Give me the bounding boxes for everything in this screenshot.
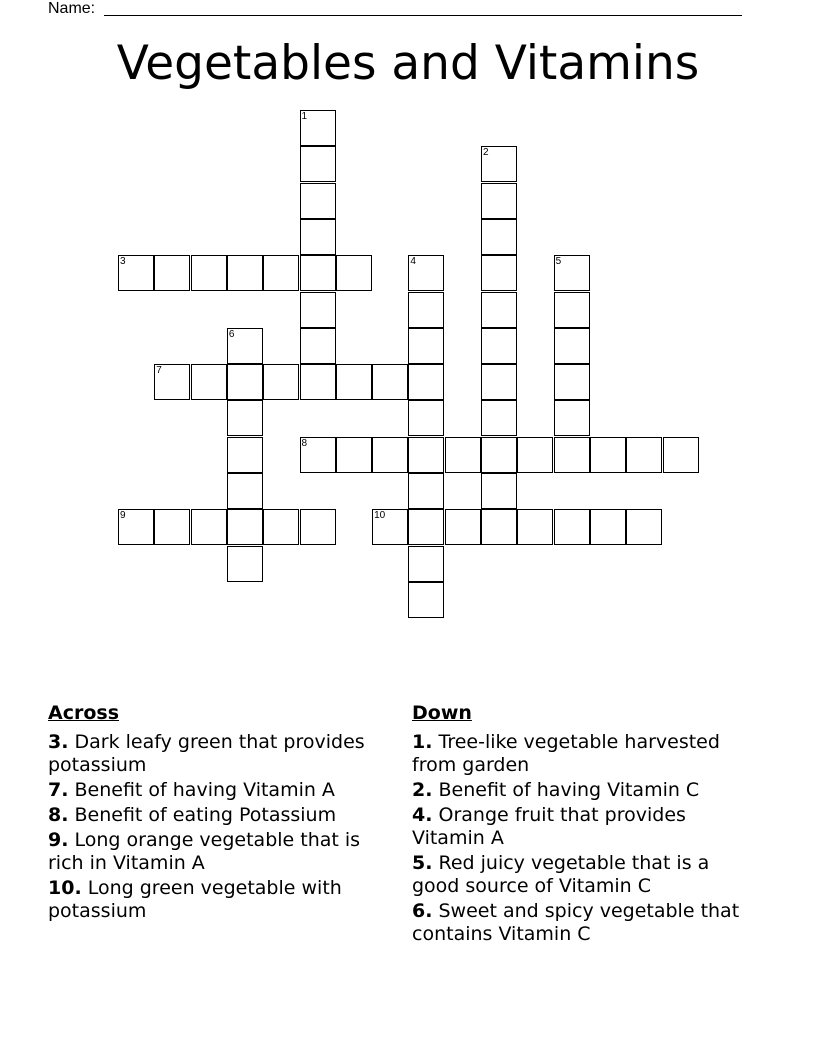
grid-cell[interactable] <box>481 437 517 473</box>
grid-cell[interactable] <box>517 509 553 545</box>
grid-cell[interactable] <box>481 219 517 255</box>
grid-cell[interactable] <box>554 292 590 328</box>
across-clue <box>48 731 383 777</box>
down-clue <box>412 804 757 850</box>
grid-cell[interactable] <box>300 437 336 473</box>
across-heading: Across <box>48 702 120 724</box>
clue-number: 9. <box>48 829 69 851</box>
grid-cell[interactable] <box>227 437 263 473</box>
clue-start-number: 7 <box>156 365 162 377</box>
grid-cell[interactable] <box>300 328 336 364</box>
clue-start-number: 8 <box>301 437 308 449</box>
clue-start-number: 1 <box>301 111 308 122</box>
grid-cell[interactable] <box>626 437 662 473</box>
grid-cell[interactable] <box>227 328 263 364</box>
grid-cell[interactable] <box>408 546 444 582</box>
grid-cell[interactable] <box>227 400 263 436</box>
grid-cell[interactable] <box>481 509 517 545</box>
grid-cell[interactable] <box>408 473 444 509</box>
grid-cell[interactable] <box>227 546 263 582</box>
clue-number: 7. <box>48 779 69 801</box>
clue-text: Long green vegetable with potassium <box>48 877 342 922</box>
grid-cell[interactable] <box>300 183 336 219</box>
clue-start-number: 2 <box>483 147 489 159</box>
clue-start-number: 3 <box>120 256 126 268</box>
grid-cell[interactable] <box>481 400 517 436</box>
grid-cell[interactable] <box>300 110 336 146</box>
clue-start-number: 5 <box>555 256 562 268</box>
grid-cell[interactable] <box>481 364 517 400</box>
down-clues <box>412 702 757 948</box>
clue-text: Long orange vegetable that is rich in Vitamin A <box>48 829 361 874</box>
grid-cell[interactable] <box>481 183 517 219</box>
down-clue <box>412 852 757 898</box>
grid-cell[interactable] <box>300 292 336 328</box>
grid-cell[interactable] <box>263 509 299 545</box>
grid-cell[interactable] <box>336 255 372 291</box>
grid-cell[interactable] <box>227 509 263 545</box>
grid-cell[interactable] <box>227 255 263 291</box>
grid-cell[interactable] <box>336 437 372 473</box>
clue-start-number: 9 <box>120 510 126 522</box>
across-clue <box>48 779 383 802</box>
grid-cell[interactable] <box>554 509 590 545</box>
clue-text: Benefit of eating Potassium <box>74 804 337 826</box>
grid-cell[interactable] <box>481 473 517 509</box>
across-clue <box>48 877 383 923</box>
grid-cell[interactable] <box>517 437 553 473</box>
clue-text: Benefit of having Vitamin C <box>438 779 700 801</box>
grid-cell[interactable] <box>191 509 227 545</box>
grid-cell[interactable] <box>300 219 336 255</box>
clue-text: Sweet and spicy vegetable that contains Vitamin C <box>412 900 740 945</box>
clue-start-number: 6 <box>228 328 235 340</box>
grid-cell[interactable] <box>300 509 336 545</box>
grid-cell[interactable] <box>481 328 517 364</box>
clue-text: Orange fruit that provides Vitamin A <box>412 804 686 849</box>
grid-cell[interactable] <box>336 364 372 400</box>
grid-cell[interactable] <box>408 509 444 545</box>
grid-cell[interactable] <box>445 509 481 545</box>
grid-cell[interactable] <box>118 509 154 545</box>
grid-cell[interactable] <box>408 582 444 618</box>
across-clue <box>48 829 383 875</box>
grid-cell[interactable] <box>191 364 227 400</box>
name-label: Name: <box>48 0 96 17</box>
down-clue <box>412 731 757 777</box>
grid-cell[interactable] <box>481 146 517 182</box>
clue-text: Benefit of having Vitamin A <box>74 779 335 801</box>
grid-cell[interactable] <box>372 437 408 473</box>
clue-start-number: 4 <box>410 256 416 268</box>
clue-number: 1. <box>412 731 433 753</box>
grid-cell[interactable] <box>154 509 190 545</box>
grid-cell[interactable] <box>300 364 336 400</box>
grid-cell[interactable] <box>191 255 227 291</box>
grid-cell[interactable] <box>263 364 299 400</box>
grid-cell[interactable] <box>590 509 626 545</box>
clue-number: 2. <box>412 779 433 801</box>
grid-cell[interactable] <box>118 255 154 291</box>
grid-cell[interactable] <box>227 364 263 400</box>
clue-number: 4. <box>412 804 433 826</box>
clue-number: 6. <box>412 900 433 922</box>
grid-cell[interactable] <box>372 509 408 545</box>
grid-cell[interactable] <box>481 292 517 328</box>
clue-text: Tree-like vegetable harvested from garden <box>412 731 720 776</box>
clue-number: 10. <box>48 877 82 899</box>
grid-cell[interactable] <box>154 364 190 400</box>
grid-cell[interactable] <box>372 364 408 400</box>
grid-cell[interactable] <box>626 509 662 545</box>
down-clue <box>412 779 757 802</box>
grid-cell[interactable] <box>554 364 590 400</box>
grid-cell[interactable] <box>554 400 590 436</box>
grid-cell[interactable] <box>154 255 190 291</box>
grid-cell[interactable] <box>300 146 336 182</box>
grid-cell[interactable] <box>408 364 444 400</box>
down-heading: Down <box>412 702 472 724</box>
clue-number: 3. <box>48 731 69 753</box>
clue-start-number: 10 <box>374 510 386 522</box>
grid-cell[interactable] <box>663 437 699 473</box>
grid-cell[interactable] <box>408 437 444 473</box>
grid-cell[interactable] <box>408 400 444 436</box>
grid-cell[interactable] <box>554 255 590 291</box>
page-title: Vegetables and Vitamins <box>116 36 700 91</box>
grid-cell[interactable] <box>408 255 444 291</box>
across-clue <box>48 804 383 827</box>
grid-cell[interactable] <box>481 255 517 291</box>
grid-cell[interactable] <box>445 437 481 473</box>
grid-cell[interactable] <box>554 437 590 473</box>
grid-cell[interactable] <box>554 328 590 364</box>
clue-text: Dark leafy green that provides potassium <box>48 731 365 776</box>
grid-cell[interactable] <box>227 473 263 509</box>
clue-text: Red juicy vegetable that is a good source of Vitamin C <box>412 852 710 897</box>
clue-number: 8. <box>48 804 69 826</box>
across-clues <box>48 702 383 925</box>
down-clue <box>412 900 757 946</box>
grid-cell[interactable] <box>263 255 299 291</box>
grid-cell[interactable] <box>408 292 444 328</box>
grid-cell[interactable] <box>408 328 444 364</box>
grid-cell[interactable] <box>300 255 336 291</box>
grid-cell[interactable] <box>590 437 626 473</box>
clue-number: 5. <box>412 852 433 874</box>
